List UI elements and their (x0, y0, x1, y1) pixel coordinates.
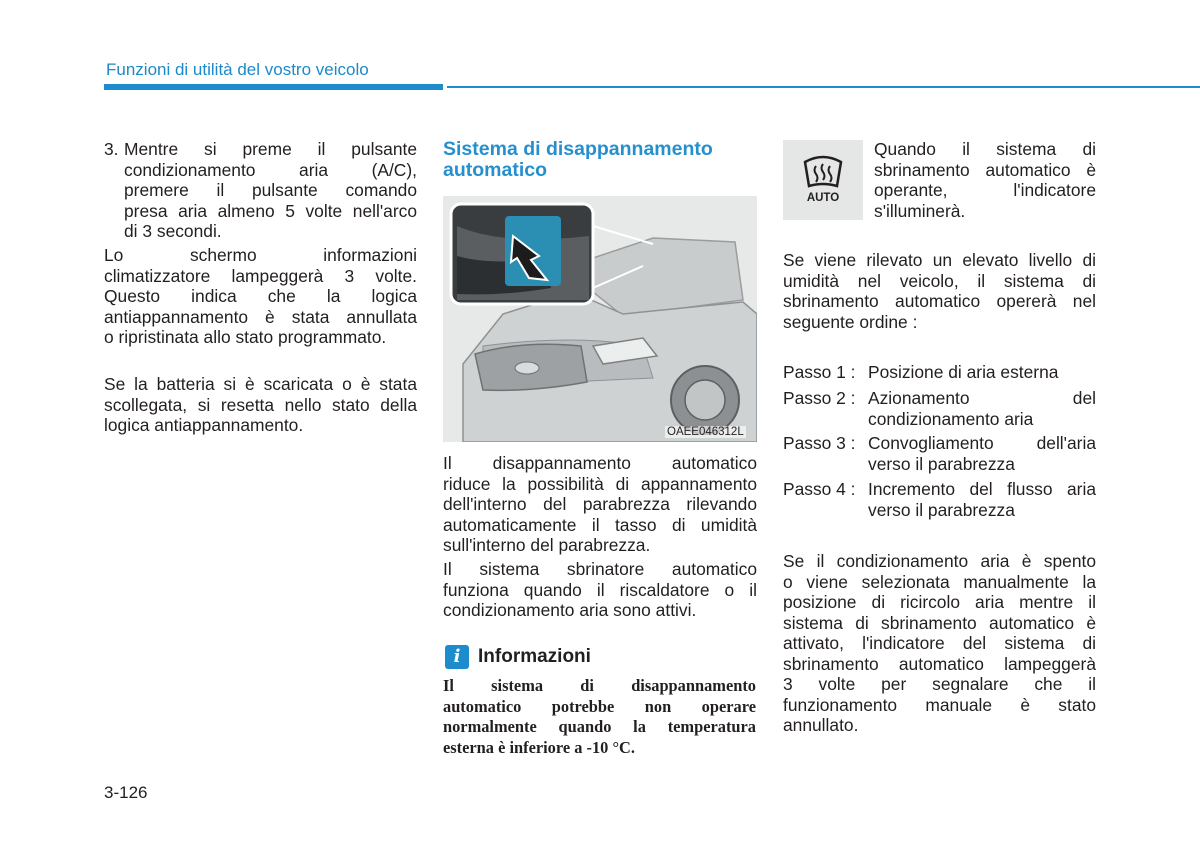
info-heading: Informazioni (478, 646, 591, 667)
title-line: automatico (443, 159, 548, 181)
text-line: scollegata, si resetta nello stato della (104, 394, 417, 415)
text-line: antiappannamento è stata annullata (104, 306, 417, 327)
car-illustration-graphic (443, 196, 757, 442)
text-line: Quando il sistema di (874, 139, 1096, 159)
page-number: 3-126 (104, 783, 148, 802)
text-line: automatico potrebbe non operare (443, 696, 756, 716)
text-line: annullato. (783, 715, 859, 735)
text-line: dell'interno del parabrezza rilevando (443, 494, 757, 514)
text-line: seguente ordine : (783, 311, 918, 332)
text-line: s'illuminerà. (874, 200, 966, 221)
text-line: presa aria almeno 5 volte nell'arco (124, 200, 417, 221)
step-label: Passo 2 : (783, 388, 856, 408)
header-bar (104, 84, 443, 90)
text-line: o ripristinata allo stato programmato. (104, 327, 387, 347)
info-note (443, 676, 756, 758)
step-item (783, 479, 1096, 520)
defog-description-paragraph (443, 453, 757, 556)
battery-paragraph (104, 374, 417, 436)
text-line: esterna è inferiore a -10 °C. (443, 737, 635, 757)
text-line: Se il condizionamento aria è spento (783, 551, 1096, 571)
text-line: funzionamento manuale è stato (783, 694, 1096, 715)
reset-info-paragraph (104, 245, 417, 348)
text-line: Questo indica che la logica (104, 286, 417, 306)
text-line: verso il parabrezza (868, 499, 1015, 520)
step-label: Passo 4 : (783, 479, 856, 499)
text-line: umidità nel veicolo, il sistema di (783, 270, 1096, 291)
text-line: Se viene rilevato un elevato livello di (783, 250, 1096, 270)
step-3-paragraph (104, 139, 417, 242)
text-line: posizione di ricircolo aria mentre il (783, 592, 1096, 612)
manual-override-paragraph (783, 551, 1096, 736)
auto-defog-indicator-icon (783, 140, 863, 220)
text-line: 3 volte per segnalare che il (783, 674, 1096, 694)
text-line: sull'interno del parabrezza. (443, 535, 651, 555)
text-line: sbrinamento automatico lampeggerà (783, 653, 1096, 674)
text-line: condizionamento aria sono attivi. (443, 600, 697, 620)
text-line: funziona quando il riscaldatore o il (443, 579, 757, 600)
text-line: o viene selezionata manualmente la (783, 571, 1096, 592)
text-line: premere il pulsante comando (124, 180, 417, 200)
header-rule (447, 86, 1200, 88)
defroster-operation-paragraph (443, 559, 757, 621)
step-item (783, 362, 1096, 383)
text-line: normalmente quando la temperatura (443, 717, 756, 736)
text-line: logica antiappannamento. (104, 415, 304, 435)
text-line: condizionamento aria (868, 408, 1034, 429)
text-line: operante, l'indicatore (874, 180, 1096, 200)
step-label: Passo 1 : (783, 362, 856, 382)
windshield-defog-icon (783, 140, 863, 220)
text-line: Mentre si preme il pulsante (124, 139, 417, 159)
step-label: Passo 3 : (783, 433, 856, 453)
text-line: Il disappannamento automatico (443, 453, 757, 473)
humidity-paragraph (783, 250, 1096, 332)
text-line: sbrinamento automatico è (874, 159, 1096, 180)
section-title: Funzioni di utilità del vostro veicolo (106, 60, 369, 79)
subsection-title (443, 139, 763, 181)
text-line: Se la batteria si è scaricata o è stata (104, 374, 417, 394)
text-line: attivato, l'indicatore del sistema di (783, 633, 1096, 653)
car-windshield-illustration (443, 196, 757, 442)
step-item (783, 388, 1096, 429)
text-line: Azionamento del (868, 388, 1096, 408)
auto-label: AUTO (806, 192, 840, 204)
text-line: sistema di sbrinamento automatico è (783, 612, 1096, 633)
text-line: climatizzatore lampeggerà 3 volte. (104, 265, 417, 286)
text-line: Convogliamento dell'aria (868, 433, 1096, 453)
text-line: automaticamente il tasso di umidità (443, 514, 757, 535)
info-icon: i (445, 645, 469, 669)
step-item (783, 433, 1096, 474)
text-line: Il sistema di disappannamento (443, 676, 756, 695)
text-line: Il sistema sbrinatore automatico (443, 559, 757, 579)
text-line: Posizione di aria esterna (868, 362, 1059, 382)
text-line: riduce la possibilità di appannamento (443, 473, 757, 494)
image-reference-code: OAEE046312L (667, 426, 744, 438)
text-line: Incremento del flusso aria (868, 479, 1096, 499)
title-line: Sistema di disappannamento (443, 138, 713, 160)
text-line: di 3 secondi. (124, 221, 222, 241)
text-line: condizionamento aria (A/C), (124, 159, 417, 180)
text-line: verso il parabrezza (868, 453, 1015, 474)
step-number: 3. (104, 139, 119, 159)
text-line: sbrinamento automatico opererà nel (783, 291, 1096, 311)
indicator-description (874, 139, 1096, 221)
text-line: Lo schermo informazioni (104, 245, 417, 265)
